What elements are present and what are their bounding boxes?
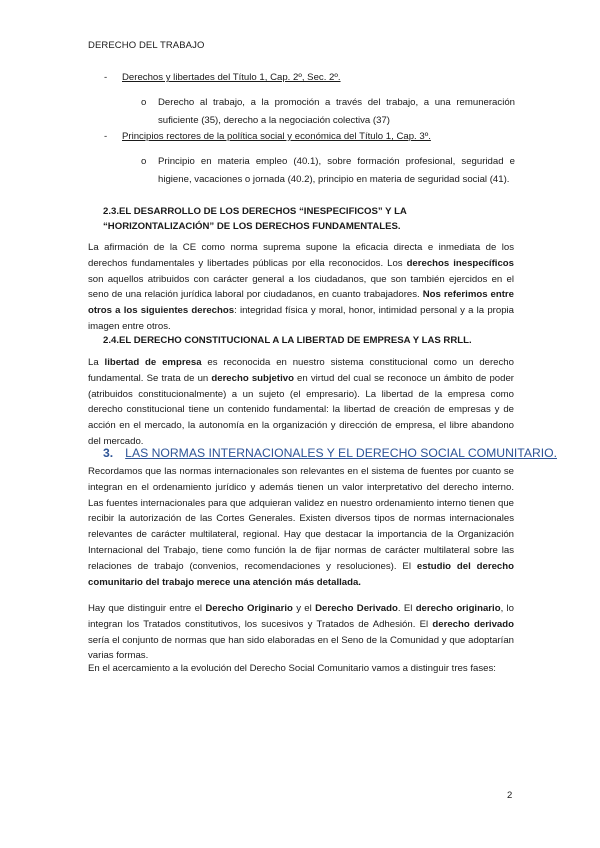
bold-text-run: Derecho Derivado: [315, 603, 398, 614]
text-run: Hay que distinguir entre el: [88, 603, 206, 614]
sub-bullet-marker: o: [141, 156, 147, 167]
text-run: y el: [292, 603, 316, 614]
text-run: es reconocida en nuestro sistema constitucional como un derecho fundamental. Se trata de un: [88, 357, 514, 384]
bullet-label: Principios rectores de la política social y económica del Título 1, Cap. 3º.: [122, 131, 431, 142]
text-run: : integridad física y moral, honor, intimidad personal y a la propia imagen entre otros.: [88, 305, 514, 332]
section-3-paragraph-2: [88, 601, 514, 664]
section-2-4-heading: 2.4.EL DERECHO CONSTITUCIONAL A LA LIBERTAD DE EMPRESA Y LAS RRLL.: [103, 335, 472, 346]
sub-bullet-text: Derecho al trabajo, a la promoción a través del trabajo, a una remuneración suficiente (35), derecho a la negociación colectiva (37): [158, 97, 515, 126]
bold-text-run: Nos referimos entre otros a los siguientes derechos: [88, 289, 514, 317]
bold-text-run: derecho originario: [415, 603, 501, 614]
text-run: son aquellos atribuidos con carácter general a los ciudadanos, que son también ejercidos en el seno de una relación jurídica laboral por ciudadanos, en cuanto trabajadores.: [88, 273, 514, 301]
section-2-3-heading: 2.3.EL DESARROLLO DE LOS DERECHOS “INESPECIFICOS” Y LA “HORIZONTALIZACIÓN” DE LOS DERECHOS FUNDAMENTALES.: [103, 206, 407, 232]
text-run: sería el conjunto de normas que han sido elaboradas en el Seno de la Comunidad y que adoptarían varias formas.: [88, 634, 514, 662]
sub-bullet-marker: o: [141, 97, 147, 108]
bold-text-run: estudio del derecho comunitario del trabajo merece una atención más detallada.: [88, 560, 514, 588]
section-2-4-paragraph: [88, 355, 514, 450]
bold-text-run: libertad de empresa: [104, 357, 202, 368]
text-run: La afirmación de la CE como norma suprema supone la eficacia directa e inmediata de los derechos fundamentales y libertades públicas por ella reconocidos. Los: [88, 242, 514, 269]
bullet-label: Derechos y libertades del Título 1, Cap. 2º, Sec. 2º.: [122, 72, 341, 83]
text-run: Recordamos que las normas internacionales son relevantes en el sistema de fuentes por cuanto se integran en el ordenamiento jurídico y además tienen un valor interpretativo del derecho interno. Las fuentes internacionales para que adquieran validez en nuestro ordenamiento interno tienen que recibir la autorización de las Cortes Generales. Existen diversos tipos de normas internacionales relevantes de carácter multilateral, regional. Hay que destacar la importancia de la Organización Internacional del Trabajo, tiene como función la de fijar normas de carácter multilateral sobre las relaciones de trabajo (convenios, recomendaciones y resoluciones). El: [88, 466, 514, 572]
sub-bullet-text: Principio en materia empleo (40.1), sobre formación profesional, seguridad e higiene, vacaciones o jornada (40.2), principio en materia de seguridad social (41).: [158, 156, 515, 185]
text-run: La: [88, 357, 105, 368]
section-3-heading: [103, 446, 557, 460]
text-run: en virtud del cual se reconoce un ámbito de poder (atribuidos constitucionalmente) a un sujeto (el empresario). La libertad de la empresa como derecho constitucional tiene un contenido fundamental: la libertad de creación de empresas y de acción en el mercado, la autonomía en la organización y dirección de empresa, el libre abandono del mercado.: [88, 372, 514, 447]
text-run: , lo integran los Tratados constitutivos, los sucesivos y Tratados de Adhesión. El: [88, 603, 515, 630]
bold-text-run: Derecho Originario: [205, 603, 293, 614]
section-title-text: LAS NORMAS INTERNACIONALES Y EL DERECHO SOCIAL COMUNITARIO.: [125, 446, 558, 460]
page-header: DERECHO DEL TRABAJO: [88, 40, 205, 51]
sub-bullet-item: [141, 94, 515, 130]
bullet-dash: -: [104, 72, 108, 83]
bold-text-run: derecho subjetivo: [211, 372, 294, 384]
section-3-paragraph-3: En el acercamiento a la evolución del Derecho Social Comunitario vamos a distinguir tres fases:: [88, 663, 496, 674]
text-run: . El: [397, 603, 416, 614]
section-2-3-paragraph: [88, 240, 514, 335]
bold-text-run: derecho derivado: [432, 618, 514, 630]
section-3-paragraph-1: [88, 464, 514, 590]
bullet-dash: -: [104, 131, 108, 142]
page-number: 2: [507, 790, 513, 801]
bold-text-run: derechos inespecíficos: [406, 257, 514, 269]
section-number: 3.: [103, 446, 114, 460]
sub-bullet-item: [141, 153, 515, 189]
